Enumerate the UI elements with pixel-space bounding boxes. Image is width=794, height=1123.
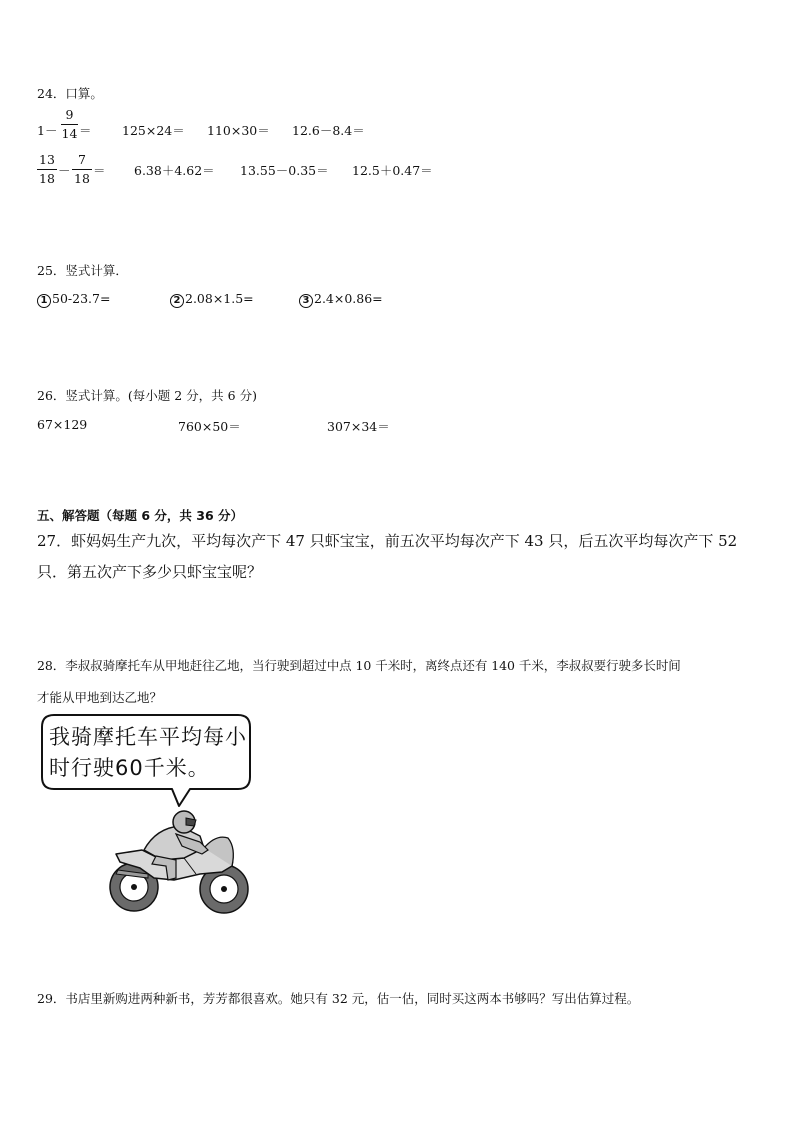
q24-fraction-7-18: [72, 152, 92, 186]
q24-row1-lead: 1－: [37, 123, 58, 138]
fraction-bar: [61, 124, 78, 125]
q24-item: 13.55－0.35＝: [240, 163, 329, 178]
fraction-numerator: 7: [78, 152, 86, 167]
q26-item: 307×34＝: [327, 419, 390, 434]
fraction-denominator: 14: [61, 126, 78, 141]
q28-line-1: 28．李叔叔骑摩托车从甲地赶往乙地，当行驶到超过中点 10 千米时，离终点还有 140 千米，李叔叔要行驶多长时间: [37, 658, 681, 673]
q25-item-2: [170, 291, 254, 308]
circled-number-2: 2: [170, 294, 184, 308]
q25-item-text: 2.4×0.86=: [314, 291, 383, 306]
q26-item: 67×129: [37, 417, 88, 432]
fraction-denominator: 18: [74, 171, 90, 186]
fraction-numerator: 9: [65, 107, 74, 122]
q25-item-text: 2.08×1.5=: [185, 291, 254, 306]
q25-item-text: 50-23.7=: [52, 291, 111, 306]
q26-title: 26．竖式计算。(每小题 2 分，共 6 分): [37, 388, 257, 403]
fraction-numerator: 13: [39, 152, 55, 167]
speech-bubble-text: 我骑摩托车平均每小时行驶60千米。: [49, 725, 247, 780]
q24-item: 125×24＝: [122, 123, 185, 138]
fraction-denominator: 18: [39, 171, 55, 186]
section-5-title: 五、解答题（每题 6 分，共 36 分）: [37, 508, 244, 523]
q25-title: 25．竖式计算．: [37, 263, 128, 278]
fraction-bar: [72, 169, 92, 170]
q29-line-1: 29．书店里新购进两种新书，芳芳都很喜欢。她只有 32 元，估一估，同时买这两本书够吗？写出估算过程。: [37, 991, 640, 1006]
motorcycle-rider-icon: [104, 808, 252, 918]
q27-line-1: 27．虾妈妈生产九次，平均每次产下 47 只虾宝宝，前五次平均每次产下 43 只，后五次平均每次产下 52: [37, 532, 738, 550]
q24-row2-minus: －: [58, 163, 71, 178]
q27-line-2: 只．第五次产下多少只虾宝宝呢？: [37, 563, 263, 581]
q24-item: 12.6－8.4＝: [292, 123, 365, 138]
q24-title: 24．口算。: [37, 86, 103, 101]
q24-row2-equals: ＝: [93, 163, 106, 178]
circled-number-3: 3: [299, 294, 313, 308]
q24-row1-equals: ＝: [79, 123, 92, 138]
q24-item: 6.38＋4.62＝: [134, 163, 215, 178]
q24-fraction-9-14: [61, 107, 78, 141]
q28-line-2: 才能从甲地到达乙地？: [37, 690, 163, 705]
q25-item-3: [299, 291, 383, 308]
q26-item: 760×50＝: [178, 419, 241, 434]
q24-fraction-13-18: [37, 152, 57, 186]
q24-item: 12.5＋0.47＝: [352, 163, 433, 178]
fraction-bar: [37, 169, 57, 170]
circled-number-1: 1: [37, 294, 51, 308]
q25-item-1: [37, 291, 110, 308]
q24-item: 110×30＝: [207, 123, 270, 138]
